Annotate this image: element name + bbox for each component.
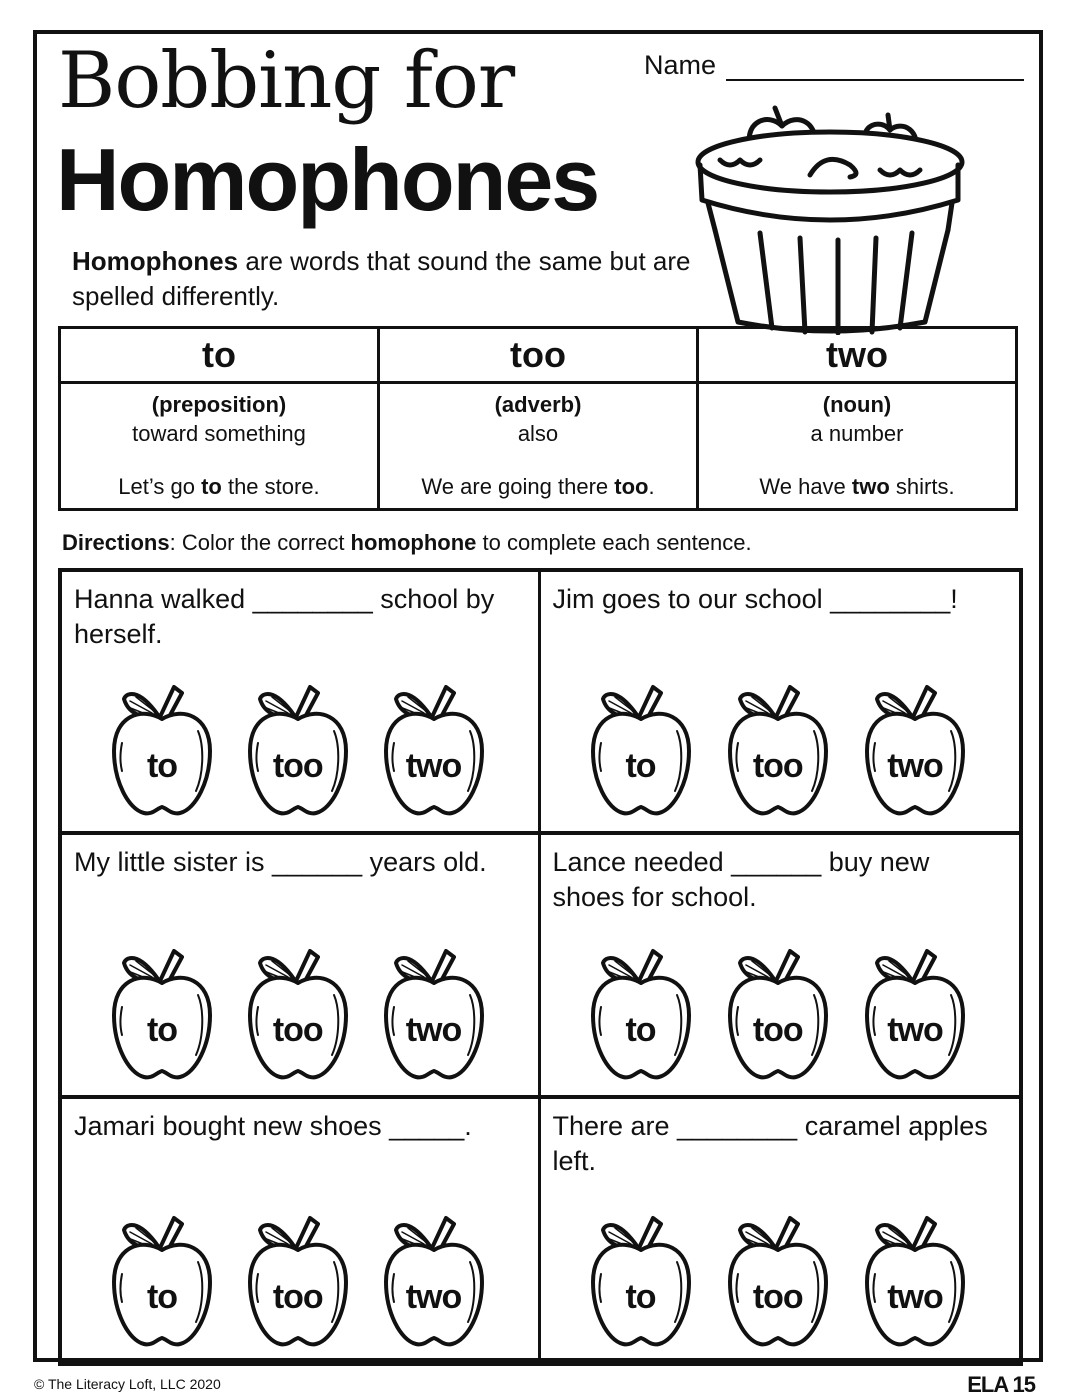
apple-choice-too[interactable] [724,1212,832,1352]
directions: Directions: Color the correct homophone to complete each sentence. [62,530,752,555]
intro-definition [72,244,712,314]
title-line-1: Bobbing for [58,36,515,126]
ref-cell-too [379,383,698,510]
apple-choice-label: to [146,1010,178,1049]
apple-choice-two[interactable] [861,945,969,1085]
apple-choice-label: to [625,747,656,786]
apple-choice-two[interactable] [861,1212,969,1352]
homophone-reference-table [58,326,1018,511]
apple-choice-two[interactable] [861,681,969,821]
exercise-grid [58,568,1023,1366]
apple-choices [98,681,498,821]
apple-choice-label: to [146,747,178,786]
example-sentence: We have two shirts. [759,474,955,499]
part-of-speech: (preposition) [151,392,287,417]
part-of-speech: (adverb) [494,392,582,417]
apple-choice-two[interactable] [380,945,488,1085]
apple-choice-two[interactable] [380,681,488,821]
apple-choices [98,1212,498,1352]
apple-choice-label: two [405,747,462,786]
apple-choice-to[interactable] [587,945,695,1085]
apple-choices [577,945,980,1085]
apple-choice-label: too [752,1010,803,1049]
apple-choice-label: two [887,1010,943,1049]
apple-choice-label: too [752,747,803,786]
apple-choice-to[interactable] [587,681,695,821]
example-sentence: We are going there too. [421,474,655,499]
apple-choices [577,681,980,821]
part-of-speech: (noun) [822,392,892,417]
apple-choice-to[interactable] [108,681,216,821]
apple-choice-label: two [887,747,943,786]
exercise-cell-5 [62,1099,541,1362]
exercise-cell-6 [541,1099,1020,1362]
meaning: toward something [132,421,306,446]
apple-choices [577,1212,980,1352]
apple-choice-label: two [405,1278,462,1316]
exercise-sentence: My little sister is ______ years old. [74,847,487,878]
apple-choices [98,945,498,1085]
title-line-2: Homophones [56,130,599,229]
apple-choice-to[interactable] [587,1212,695,1352]
ref-cell-two [698,383,1017,510]
intro-text: are words that sound the same but are spelled differently. [72,246,691,311]
meaning: also [517,421,559,446]
apple-choice-label: to [146,1278,178,1316]
name-field [644,50,1024,81]
apple-choice-two[interactable] [380,1212,488,1352]
name-label: Name [644,50,717,80]
name-input-line[interactable] [726,53,1024,81]
apple-choice-to[interactable] [108,1212,216,1352]
apple-choice-label: two [887,1278,943,1316]
copyright: © The Literacy Loft, LLC 2020 [34,1376,221,1392]
apple-choice-label: to [625,1010,656,1049]
ref-header-two: two [698,328,1017,383]
intro-bold-term: Homophones [72,246,239,276]
apple-choice-to[interactable] [108,945,216,1085]
apple-choice-label: too [272,1278,323,1316]
apple-choice-label: too [752,1278,803,1316]
apple-choice-label: too [272,747,323,786]
apple-choice-too[interactable] [724,945,832,1085]
apple-basket-icon [690,100,970,335]
page-code: ELA 15 [967,1372,1035,1397]
exercise-cell-3 [62,835,541,1098]
apple-choice-too[interactable] [244,945,352,1085]
apple-choice-label: two [405,1010,462,1049]
exercise-sentence: Hanna walked ________ school by herself. [74,584,495,649]
exercise-cell-2 [541,572,1020,835]
exercise-sentence: Jamari bought new shoes _____. [74,1110,472,1141]
apple-choice-label: too [272,1010,323,1049]
ref-cell-to [60,383,379,510]
ref-header-to: to [60,328,379,383]
apple-choice-too[interactable] [244,1212,352,1352]
apple-choice-too[interactable] [244,681,352,821]
apple-choice-too[interactable] [724,681,832,821]
exercise-sentence: There are ________ caramel apples left. [552,1110,988,1176]
example-sentence: Let’s go to the store. [118,474,320,499]
exercise-cell-4 [541,835,1020,1098]
exercise-sentence: Jim goes to our school ________! [552,584,958,614]
apple-choice-label: to [625,1278,656,1316]
ref-header-too: too [379,328,698,383]
exercise-sentence: Lance needed ______ buy new shoes for school. [552,847,930,913]
exercise-cell-1 [62,572,541,835]
meaning: a number [810,421,904,446]
